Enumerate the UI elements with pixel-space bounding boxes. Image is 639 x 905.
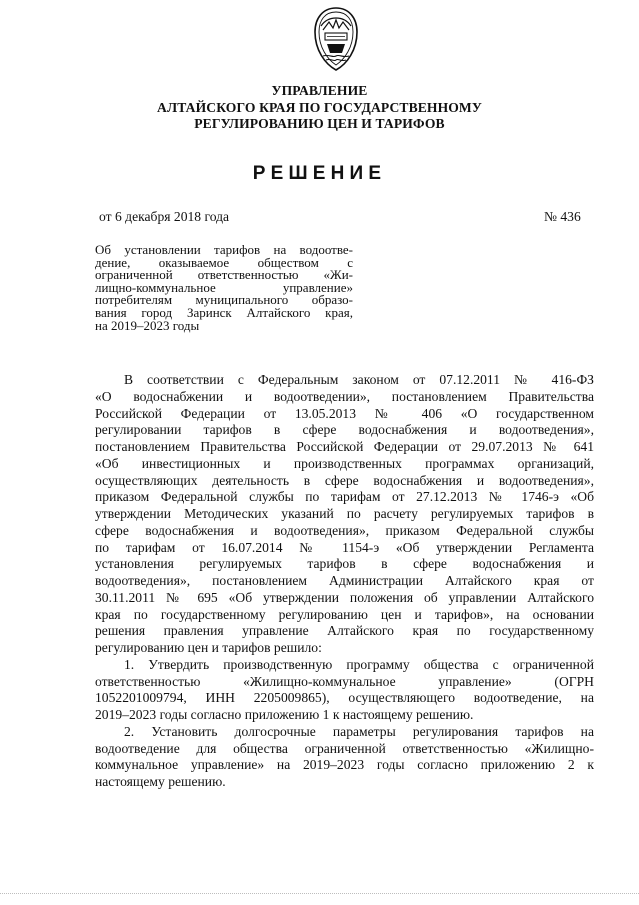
body-line: коммунальное управление» на 2019–2023 годы согласно приложению 2 к [95, 757, 594, 773]
body-line: Российской Федерации от 13.05.2013 № 406 «О государственном [95, 405, 594, 421]
body-line: 1. Утвердить производственную программу общества с ограниченной [124, 656, 594, 672]
body-line: 30.11.2011 № 695 «Об утверждении положения об управлении Алтайского [95, 589, 594, 605]
body-line: регулировании тарифов в сфере водоснабжения и водоотведения», [95, 422, 594, 438]
body-line: настоящему решению. [95, 774, 226, 789]
agency-line: АЛТАЙСКОГО КРАЯ ПО ГОСУДАРСТВЕННОМУ [157, 99, 482, 115]
body-line: установления регулируемых тарифов в сфере водоснабжения и [95, 556, 594, 572]
subject-line: лищно-коммунальное управление» [95, 279, 353, 295]
agency-line: РЕГУЛИРОВАНИЮ ЦЕН И ТАРИФОВ [194, 116, 445, 131]
document-number: № 436 [544, 209, 581, 224]
agency-name [0, 83, 639, 133]
subject-line: вания город Заринск Алтайского края, [95, 304, 353, 320]
body-line: ответственностью «Жилищно-коммунальное управление» (ОГРН [95, 673, 594, 689]
body-line: по тарифам от 16.07.2014 № 1154-э «Об утверждении Регламента [95, 539, 594, 555]
document-body [95, 372, 594, 791]
preamble-paragraph [95, 372, 594, 657]
body-line: «Об инвестиционных и производственных программах организаций, [95, 455, 594, 471]
subject-line: Об установлении тарифов на водоотве- [95, 242, 353, 257]
body-line: 2. Установить долгосрочные параметры регулирования тарифов на [124, 723, 594, 739]
body-line: постановлением Правительства Российской Федерации от 29.07.2013 № 641 [95, 439, 594, 454]
item-2-paragraph [95, 724, 594, 791]
body-line: сфере водоснабжения и водоотведения», приказом Федеральной службы [95, 522, 594, 538]
body-line: водоотведения», постановлением Администрации Алтайского края от [95, 573, 594, 588]
body-line: приказом Федеральной службы по тарифам от 27.12.2013 № 1746-э «Об [95, 489, 594, 505]
item-1-paragraph [95, 657, 594, 724]
body-line: регулированию цен и тарифов решило: [95, 640, 322, 655]
body-line: В соответствии с Федеральным законом от 07.12.2011 № 416-ФЗ [124, 372, 594, 387]
body-line: 2019–2023 годы согласно приложению 1 к настоящему решению. [95, 707, 474, 722]
body-line: утверждении Методических указаний по расчету регулируемых тарифов в [95, 506, 594, 521]
page-bottom-divider [0, 893, 639, 894]
body-line: решения правления управление Алтайского края по государственному [95, 623, 594, 639]
document-subject [95, 244, 353, 332]
body-line: водоотведение для общества ограниченной ответственностью «Жилищно- [95, 740, 594, 756]
subject-line: на 2019–2023 годы [95, 317, 200, 333]
body-line: края по государственному регулированию цен и тарифов», на основании [95, 606, 594, 622]
subject-line: ограниченной ответственностью «Жи- [95, 267, 353, 283]
coat-of-arms-icon [309, 6, 363, 72]
agency-line: УПРАВЛЕНИЕ [271, 83, 368, 98]
body-line: осуществляющих деятельность в сфере водоснабжения и водоотведения», [95, 472, 594, 488]
subject-line: дение, оказываемое обществом с [95, 254, 353, 270]
document-title: РЕШЕНИЕ [252, 163, 387, 184]
body-line: 1052201009794, ИНН 2205009865), осуществляющего водоотведение, на [95, 690, 594, 706]
body-line: «О водоснабжении и водоотведении», постановлением Правительства [95, 388, 594, 404]
document-date: от 6 декабря 2018 года [99, 209, 230, 224]
subject-line: потребителям муниципального образо- [95, 292, 353, 308]
